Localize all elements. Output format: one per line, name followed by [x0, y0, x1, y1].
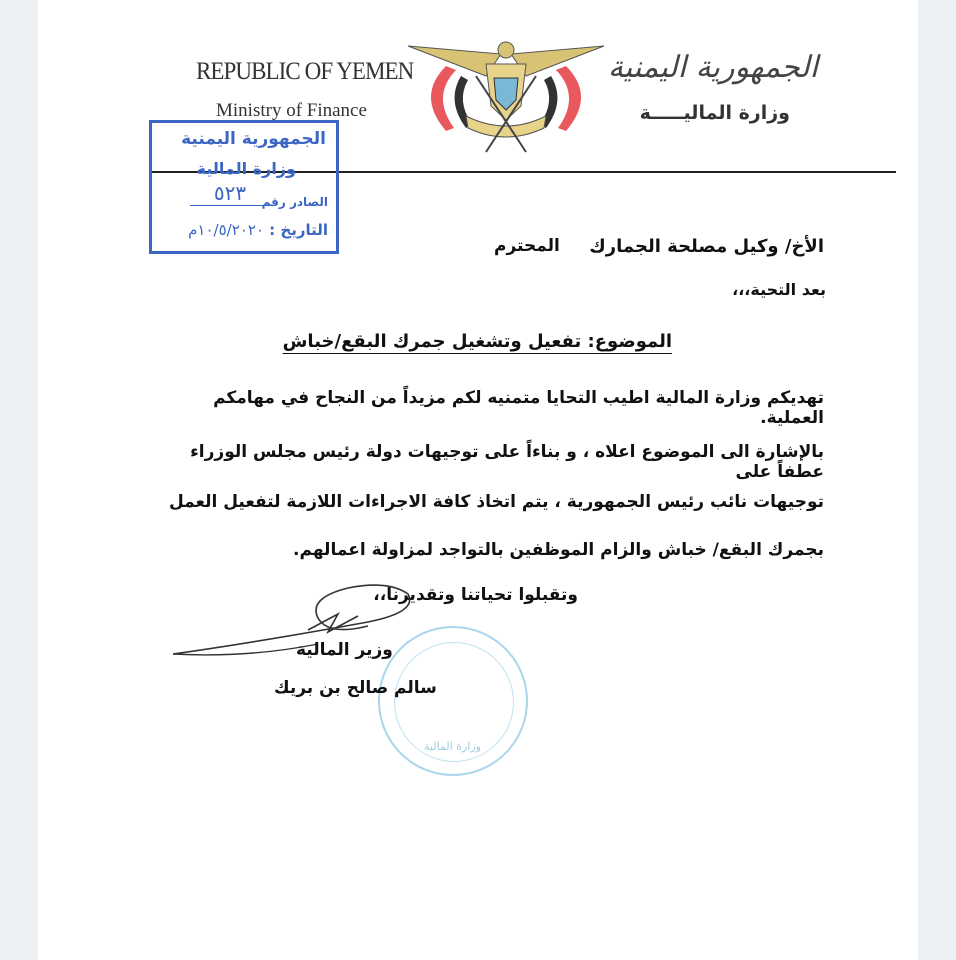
body-paragraph-1: تهديكم وزارة المالية اطيب التحايا متمنيه لكم مزيداً من النجاح في مهامكم العملية. [213, 388, 824, 428]
stamp-line-2: وزارة المالية [196, 159, 296, 178]
english-title: REPUBLIC OF YEMEN [196, 58, 414, 85]
addressee: الأخ/ وكيل مصلحة الجمارك [589, 236, 824, 257]
stamp-date [188, 221, 328, 239]
stamp-line-1: الجمهورية اليمنية [181, 129, 326, 149]
date-value: ١٠/٥/٢٠٢٠م [188, 221, 264, 239]
closing: وتقبلوا تحياتنا وتقديرنا،، [373, 585, 578, 605]
document-page [38, 0, 918, 960]
signatory-title: وزير المالية [296, 640, 393, 660]
signatory-name: سالم صالح بن بريك [274, 678, 437, 698]
seal-text: وزارة المالية [424, 740, 481, 753]
body-paragraph-3: توجيهات نائب رئيس الجمهورية ، يتم اتخاذ كافة الاجراءات اللازمة لتفعيل العمل [168, 492, 824, 512]
body-paragraph-2: بالإشارة الى الموضوع اعلاه ، و بناءاً على توجيهات دولة رئيس مجلس الوزراء عطفاً على [190, 442, 824, 482]
reference-stamp [149, 120, 339, 254]
outgoing-label: الصادر رقم [261, 195, 328, 209]
subject-line: الموضوع: تفعيل وتشغيل جمرك البقع/خباش [282, 331, 672, 352]
yemen-coat-of-arms-icon [406, 36, 606, 154]
date-label: التاريخ : [269, 221, 328, 239]
body-paragraph-4: بجمرك البقع/ خباش والزام الموظفين بالتواجد لمزاولة اعمالهم. [293, 540, 824, 560]
arabic-title: الجمهورية اليمنية [607, 50, 818, 85]
outgoing-number: ٥٢٣ [190, 181, 270, 206]
english-subtitle: Ministry of Finance [216, 100, 367, 121]
greeting: بعد التحية،،، [732, 280, 826, 299]
honorific: المحترم [494, 236, 560, 256]
arabic-subtitle: وزارة الماليـــــة [639, 102, 790, 124]
